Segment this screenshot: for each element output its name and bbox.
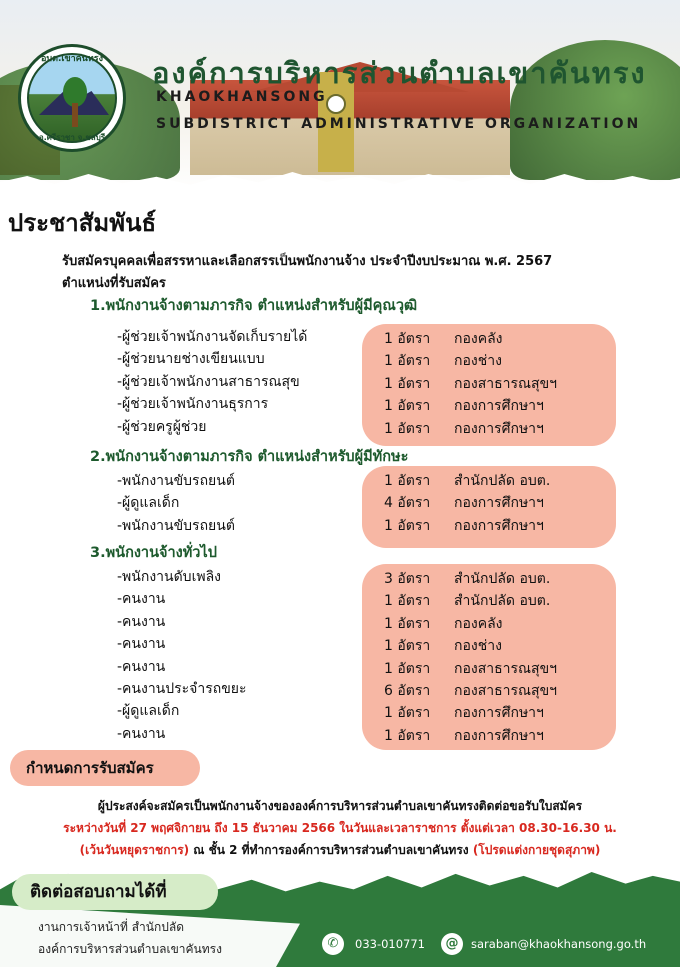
position-name: -คนงาน xyxy=(117,591,166,608)
quota-row xyxy=(384,725,616,747)
quota-unit: สำนักปลัด อบต. xyxy=(454,593,551,610)
quota-count: 1 อัตรา xyxy=(384,375,431,392)
logo-emblem xyxy=(27,53,117,143)
quota-unit: กองการศึกษาฯ xyxy=(454,420,544,437)
quota-row xyxy=(384,515,616,537)
position-name: -คนงานประจำรถขยะ xyxy=(117,680,247,697)
tree-trunk xyxy=(72,103,78,127)
quota-count: 1 อัตรา xyxy=(384,517,431,534)
holiday-note: (เว้นวันหยุดราชการ) xyxy=(79,843,190,857)
section-2-quota-box xyxy=(362,466,616,548)
quota-unit: สำนักปลัด อบต. xyxy=(454,571,551,587)
quota-count: 1 อัตรา xyxy=(384,398,431,415)
quota-unit: กองการศึกษาฯ xyxy=(454,727,544,744)
contact-office-line-2: องค์การบริหารส่วนตำบลเขาคันทรง xyxy=(38,942,222,956)
position-name: -พนักงานขับรถยนต์ xyxy=(117,517,235,534)
application-line-1: ผู้ประสงค์จะสมัครเป็นพนักงานจ้างขององค์การบริหารส่วนตำบลเขาคันทรงติดต่อขอรับใบสมัคร xyxy=(97,799,583,813)
quota-row xyxy=(384,373,616,395)
section-2-heading: 2.พนักงานจ้างตามภารกิจ ตำแหน่งสำหรับผู้มีทักษะ xyxy=(90,449,409,465)
page-title: ประชาสัมพันธ์ xyxy=(8,209,157,237)
quota-row xyxy=(384,568,616,590)
section-1-heading: 1.พนักงานจ้างตามภารกิจ ตำแหน่งสำหรับผู้มีคุณวุฒิ xyxy=(90,298,418,314)
quota-row xyxy=(384,702,616,724)
quota-unit: กองช่าง xyxy=(454,638,502,655)
position-name: -ผู้ช่วยครูผู้ช่วย xyxy=(117,418,207,435)
clock-icon xyxy=(326,94,346,114)
quota-row xyxy=(384,418,616,440)
quota-count: 1 อัตรา xyxy=(384,638,431,655)
quota-unit: กองการศึกษาฯ xyxy=(454,517,544,534)
position-name: -คนงาน xyxy=(117,613,166,630)
quota-count: 4 อัตรา xyxy=(384,495,431,512)
quota-row xyxy=(384,350,616,372)
position-name: -คนงาน xyxy=(117,725,166,742)
quota-row xyxy=(384,470,616,492)
quota-unit: กองคลัง xyxy=(454,615,503,632)
position-name: -พนักงานขับรถยนต์ xyxy=(117,473,235,489)
section-3-position-list xyxy=(117,566,247,745)
deadline-label-badge: กำหนดการรับสมัคร xyxy=(10,750,200,786)
position-name: -คนงาน xyxy=(117,636,166,653)
quota-count: 1 อัตรา xyxy=(384,593,431,610)
quota-unit: กองการศึกษาฯ xyxy=(454,495,544,512)
quota-count: 1 อัตรา xyxy=(384,615,431,632)
position-name: -ผู้ช่วยนายช่างเขียนแบบ xyxy=(117,351,265,368)
logo-text-bottom: อ.ศรีราชา จ.ชลบุรี xyxy=(38,133,106,142)
application-line-3 xyxy=(0,841,680,860)
quota-row xyxy=(384,590,616,612)
section-3-quota-box xyxy=(362,564,616,750)
org-name-english-1: KHAOKHANSONG xyxy=(156,89,328,105)
quota-unit: กองการศึกษาฯ xyxy=(454,398,544,415)
quota-unit: กองคลัง xyxy=(454,331,503,347)
quota-row xyxy=(384,635,616,657)
intro-line-2: ตำแหน่งที่รับสมัคร xyxy=(62,276,166,291)
header-banner xyxy=(0,0,680,195)
quota-count: 1 อัตรา xyxy=(384,727,431,744)
quota-unit: กองสาธารณสุขฯ xyxy=(454,682,558,699)
application-line-2: ระหว่างวันที่ 27 พฤศจิกายน ถึง 15 ธันวาคม 2566 ในวันและเวลาราชการ ตั้งแต่เวลา 08.30-16.30 น. xyxy=(63,821,617,835)
contact-office-line-1: งานการเจ้าหน้าที่ สำนักปลัด xyxy=(38,920,184,934)
quota-count: 1 อัตรา xyxy=(384,420,431,437)
at-sign-icon: @ xyxy=(441,933,463,955)
location-text: ณ ชั้น 2 ที่ทำการองค์การบริหารส่วนตำบลเขาคันทรง xyxy=(189,843,473,857)
position-name: -ผู้ดูแลเด็ก xyxy=(117,495,180,512)
phone-icon: ✆ xyxy=(322,933,344,955)
quota-unit: กองสาธารณสุขฯ xyxy=(454,660,558,677)
quota-count: 1 อัตรา xyxy=(384,331,431,347)
quota-row xyxy=(384,492,616,514)
section-1-quota-box xyxy=(362,324,616,446)
position-name: -พนักงานดับเพลิง xyxy=(117,569,222,585)
org-name-english-2: SUBDISTRICT ADMINISTRATIVE ORGANIZATION xyxy=(156,116,642,132)
section-1-position-list xyxy=(117,326,307,438)
quota-row xyxy=(384,395,616,417)
quota-count: 1 อัตรา xyxy=(384,705,431,722)
quota-row xyxy=(384,680,616,702)
quota-count: 3 อัตรา xyxy=(384,571,431,587)
org-logo xyxy=(18,44,126,152)
dress-code-note: (โปรดแต่งกายชุดสุภาพ) xyxy=(472,843,601,857)
position-name: -ผู้ช่วยเจ้าพนักงานธุรการ xyxy=(117,396,269,413)
position-name: -ผู้ช่วยเจ้าพนักงานจัดเก็บรายได้ xyxy=(117,329,308,345)
logo-text-top: อบต.เขาคันทรง xyxy=(41,54,103,64)
quota-count: 1 อัตรา xyxy=(384,660,431,677)
position-name: -ผู้ดูแลเด็ก xyxy=(117,703,180,720)
quota-count: 1 อัตรา xyxy=(384,473,431,489)
contact-email[interactable]: saraban@khaokhansong.go.th xyxy=(471,937,647,951)
quota-count: 1 อัตรา xyxy=(384,353,431,370)
quota-unit: กองการศึกษาฯ xyxy=(454,705,544,722)
intro-line-1: รับสมัครบุคคลเพื่อสรรหาและเลือกสรรเป็นพนักงานจ้าง ประจำปีงบประมาณ พ.ศ. 2567 xyxy=(62,254,553,269)
org-name-thai: องค์การบริหารส่วนตำบลเขาคันทรง xyxy=(152,56,647,90)
quota-unit: กองสาธารณสุขฯ xyxy=(454,375,558,392)
quota-row xyxy=(384,328,616,350)
quota-unit: สำนักปลัด อบต. xyxy=(454,473,551,489)
quota-count: 6 อัตรา xyxy=(384,682,431,699)
contact-label-badge: ติดต่อสอบถามได้ที่ xyxy=(12,874,218,910)
position-name: -ผู้ช่วยเจ้าพนักงานสาธารณสุข xyxy=(117,373,300,390)
section-3-heading: 3.พนักงานจ้างทั่วไป xyxy=(90,545,217,561)
position-name: -คนงาน xyxy=(117,658,166,675)
quota-unit: กองช่าง xyxy=(454,353,502,370)
quota-row xyxy=(384,613,616,635)
contact-phone[interactable]: 033-010771 xyxy=(355,937,425,951)
section-2-position-list xyxy=(117,470,235,537)
quota-row xyxy=(384,658,616,680)
